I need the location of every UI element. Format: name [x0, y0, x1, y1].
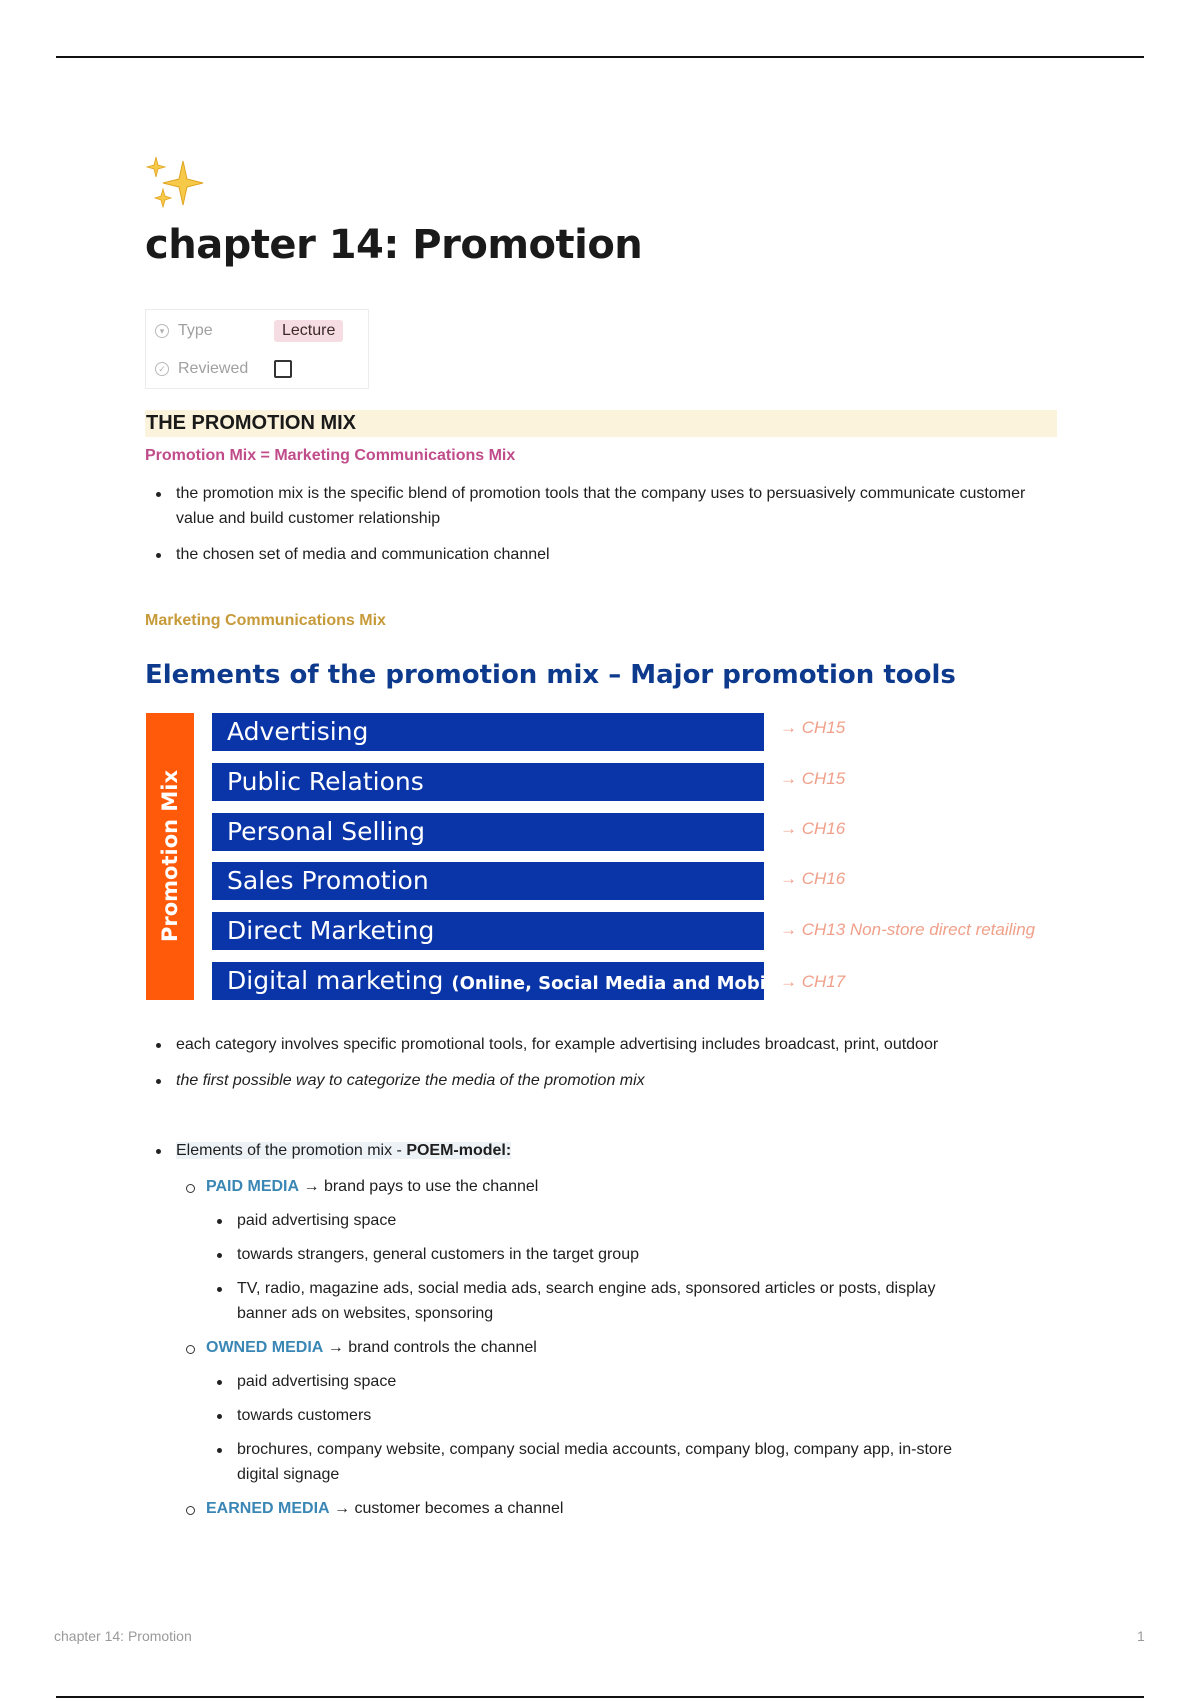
property-type	[146, 312, 370, 350]
list-item: towards strangers, general customers in the target group	[150, 1242, 1055, 1267]
category-bullets	[150, 1032, 1055, 1104]
paid-media-label: PAID MEDIA	[206, 1178, 300, 1195]
tool-public-relations	[212, 763, 764, 801]
poem-intro-text: Elements of the promotion mix - POEM-model:	[176, 1142, 512, 1159]
list-item: towards customers	[150, 1403, 1055, 1428]
select-property-icon: ▾	[155, 324, 169, 338]
tool-ref: → CH16	[780, 819, 846, 838]
page-number: 1	[1137, 1628, 1145, 1644]
paid-media-item: PAID MEDIA → brand pays to use the channel	[150, 1174, 1055, 1199]
earned-media-label: EARNED MEDIA	[206, 1500, 330, 1517]
top-rule	[56, 56, 1144, 58]
figure-title: Elements of the promotion mix – Major promotion tools	[145, 660, 956, 690]
bottom-rule	[56, 1696, 1144, 1698]
section-heading: THE PROMOTION MIX	[145, 410, 1057, 437]
property-type-label: Type	[178, 322, 213, 339]
tool-ref: → CH17	[780, 972, 846, 991]
list-item: brochures, company website, company social media accounts, company blog, company app, in-store digital signage	[150, 1437, 1055, 1487]
tool-label: Personal Selling	[227, 817, 426, 846]
tool-sales-promotion	[212, 862, 764, 900]
intro-bullets	[150, 481, 1055, 578]
list-item: the chosen set of media and communication channel	[150, 542, 1055, 567]
checkbox-property-icon: ✓	[155, 362, 169, 376]
earned-media-item: EARNED MEDIA → customer becomes a channel	[150, 1496, 1055, 1521]
property-reviewed	[146, 350, 370, 388]
list-item: the promotion mix is the specific blend of promotion tools that the company uses to persuasively communicate customer value and build customer relationship	[150, 481, 1055, 531]
page-title: chapter 14: Promotion	[145, 222, 643, 268]
tool-ref: → CH15	[780, 718, 846, 737]
list-item: paid advertising space	[150, 1208, 1055, 1233]
subtitle-promotion-mix: Promotion Mix = Marketing Communications Mix	[145, 447, 516, 464]
subtitle-marketing-communications: Marketing Communications Mix	[145, 612, 386, 629]
tool-ref: → CH16	[780, 869, 846, 888]
list-item: the first possible way to categorize the media of the promotion mix	[150, 1068, 1055, 1093]
poem-intro	[150, 1138, 1055, 1163]
tool-digital-marketing	[212, 962, 793, 1000]
tool-label: Public Relations	[227, 767, 424, 796]
tool-label: Advertising	[227, 717, 369, 746]
tool-ref: → CH13 Non-store direct retailing	[780, 920, 1036, 939]
poem-model-list	[150, 1138, 1055, 1521]
owned-media-item: OWNED MEDIA → brand controls the channel	[150, 1335, 1055, 1360]
sparkles-icon	[145, 155, 207, 217]
type-tag[interactable]: Lecture	[274, 320, 343, 342]
promotion-mix-label: Promotion Mix	[158, 769, 182, 943]
owned-media-label: OWNED MEDIA	[206, 1339, 324, 1356]
reviewed-checkbox[interactable]	[274, 360, 292, 378]
tool-label: Sales Promotion	[227, 866, 429, 895]
tool-sublabel: (Online, Social Media and Mobile)	[451, 973, 793, 994]
list-item: TV, radio, magazine ads, social media ads, search engine ads, sponsored articles or posts, display banner ads on websites, sponsoring	[150, 1276, 1055, 1326]
properties-table	[145, 309, 369, 389]
list-item: paid advertising space	[150, 1369, 1055, 1394]
tool-label: Digital marketing	[227, 966, 444, 995]
tool-advertising	[212, 713, 764, 751]
property-reviewed-label: Reviewed	[178, 360, 249, 377]
list-item: each category involves specific promotional tools, for example advertising includes broadcast, print, outdoor	[150, 1032, 1055, 1057]
footer-title: chapter 14: Promotion	[54, 1628, 192, 1644]
poem-model-label: POEM-model:	[406, 1142, 512, 1159]
tool-label: Direct Marketing	[227, 916, 435, 945]
tool-personal-selling	[212, 813, 764, 851]
tool-ref: → CH15	[780, 769, 846, 788]
tool-direct-marketing	[212, 912, 764, 950]
